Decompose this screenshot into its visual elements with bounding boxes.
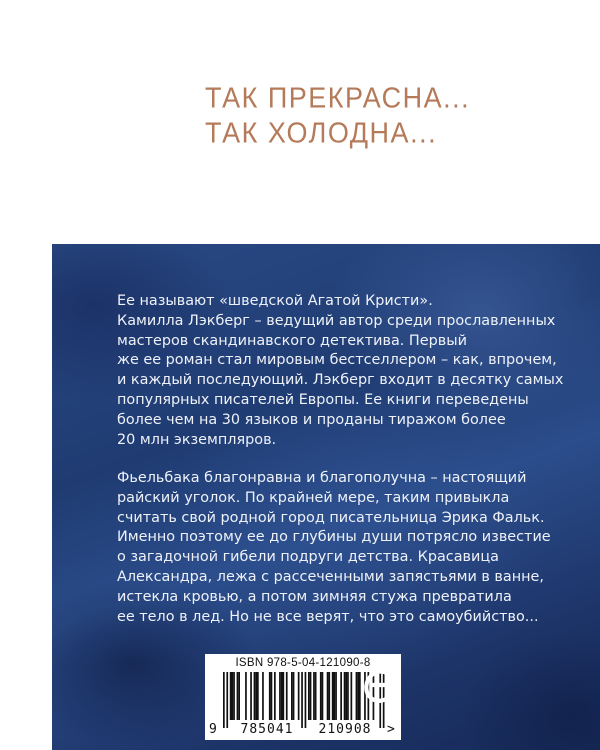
- barcode-bar: [315, 672, 317, 720]
- barcode-bar: [322, 672, 324, 720]
- author-paragraph: [117, 292, 587, 450]
- barcode-first-digit: 9: [209, 722, 217, 737]
- barcode-bar: [254, 672, 256, 720]
- cover-top-area: [0, 0, 600, 244]
- synopsis-line: истекла кровью, а потом зимняя стужа превратила: [117, 588, 512, 605]
- barcode-bar: [232, 672, 234, 720]
- barcode-bar: [335, 672, 337, 720]
- isbn-label: ISBN 978-5-04-121090-8: [235, 657, 371, 669]
- synopsis-line: считать свой родной город писательница Эрика Фальк.: [117, 509, 545, 526]
- barcode-bar: [293, 672, 295, 720]
- author-line: же ее роман стал мировым бестселлером – как, впрочем,: [117, 352, 557, 369]
- synopsis-line: Александра, лежа с рассеченными запястьями в ванне,: [117, 568, 544, 585]
- barcode-bar: [291, 672, 293, 720]
- synopsis-line: Фьельбака благонравна и благополучна – настоящий: [117, 470, 527, 486]
- barcode-bar: [286, 672, 288, 720]
- author-line: 20 млн экземпляров.: [117, 431, 277, 448]
- author-line: Камилла Лэкберг – ведущий автор среди прославленных: [117, 312, 556, 329]
- author-line: более чем на 30 языков и проданы тиражом более: [117, 411, 506, 428]
- publisher-e-logo-icon: [357, 664, 403, 710]
- barcode-bar: [310, 672, 312, 720]
- synopsis-paragraph: [117, 469, 587, 627]
- author-line: Ее называют «шведской Агатой Кристи».: [117, 293, 433, 309]
- barcode-bar: [245, 672, 247, 720]
- barcode-bar: [237, 672, 239, 720]
- barcode-quiet-zone-marker: >: [387, 722, 395, 737]
- synopsis-line: ее тело в лед. Но не все верят, что это самоубийство...: [117, 608, 539, 625]
- barcode-bar: [334, 672, 336, 720]
- barcode-bar: [233, 672, 235, 720]
- barcode-guard-bar: [223, 672, 225, 728]
- synopsis-line: Именно поэтому ее до глубины души потрясло известие: [117, 529, 551, 546]
- synopsis-line: райский уголок. По крайней мере, таким привыкла: [117, 489, 510, 506]
- barcode-bar: [255, 672, 257, 720]
- barcode-bar: [345, 672, 347, 720]
- barcode-bar: [344, 672, 346, 720]
- synopsis-line: о загадочной гибели подруги детства. Красавица: [117, 549, 499, 566]
- barcode-bar: [257, 672, 259, 720]
- barcode-bar: [313, 672, 315, 720]
- tagline-line-1: ТАК ПРЕКРАСНА...: [205, 82, 471, 114]
- barcode-guard-bar: [305, 672, 307, 728]
- barcode-bar: [274, 672, 276, 720]
- barcode-bar: [332, 672, 334, 720]
- barcode-right-digits: 210908: [318, 722, 372, 737]
- barcode-bar: [351, 672, 353, 720]
- barcode-bar: [281, 672, 283, 720]
- tagline-line-2: ТАК ХОЛОДНА...: [205, 117, 438, 149]
- barcode-bar: [328, 672, 330, 720]
- barcode-bar: [250, 672, 252, 720]
- barcode-bar: [283, 672, 285, 720]
- barcode-bar: [262, 672, 264, 720]
- barcode-bar: [340, 672, 342, 720]
- barcode-bar: [269, 672, 271, 720]
- barcode-bar: [230, 672, 232, 720]
- author-line: популярных писателей Европы. Ее книги переведены: [117, 391, 529, 408]
- barcode-guard-bar: [226, 672, 228, 728]
- barcode-left-digits: 785041: [240, 722, 294, 737]
- barcode-guard-bar: [301, 672, 303, 728]
- barcode-bar: [327, 672, 329, 720]
- barcode-bar: [347, 672, 349, 720]
- author-line: и каждый последующий. Лэкберг входит в десятку самых: [117, 372, 564, 389]
- barcode-bar: [320, 672, 322, 720]
- barcode-bar: [308, 672, 310, 720]
- barcode-bar: [279, 672, 281, 720]
- author-line: мастеров скандинавского детектива. Первый: [117, 332, 467, 349]
- barcode-bar: [271, 672, 273, 720]
- barcode-bar: [298, 672, 300, 720]
- barcode-bar: [238, 672, 240, 720]
- blue-text-panel: [52, 244, 600, 750]
